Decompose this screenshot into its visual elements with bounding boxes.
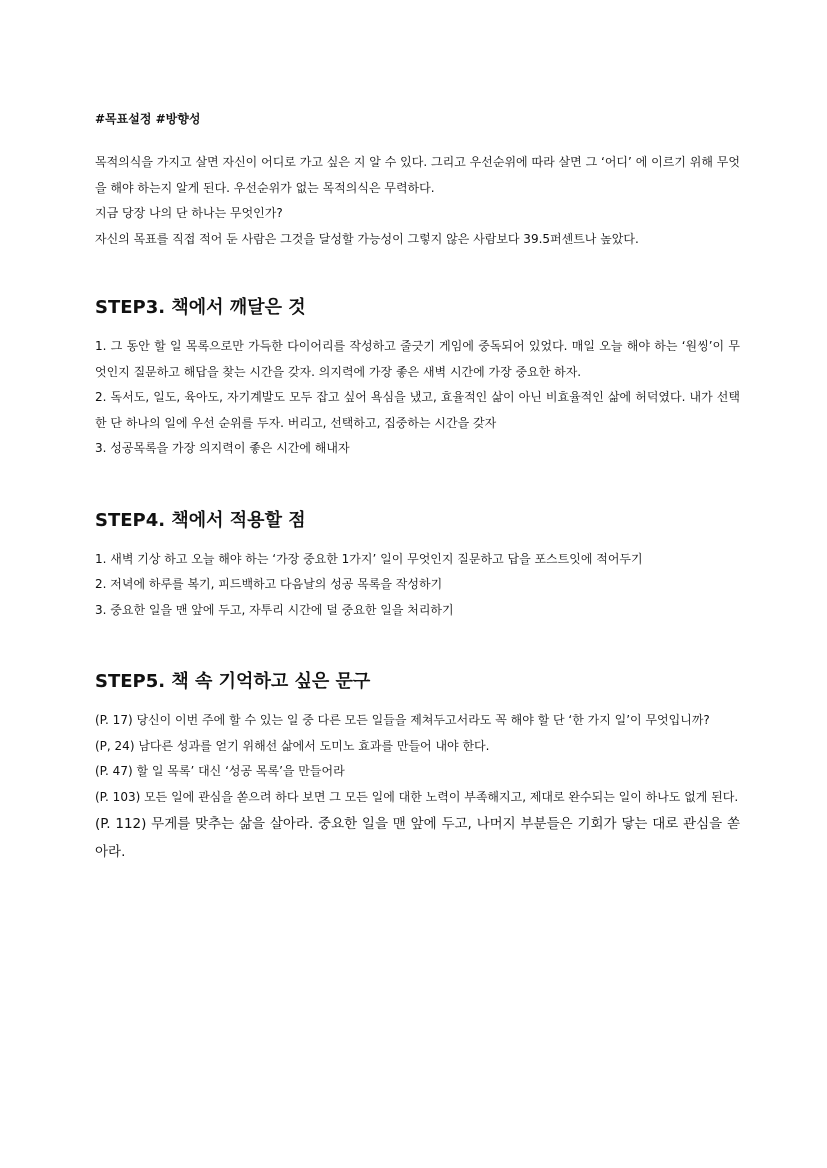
step3-item-3: 3. 성공목록을 가장 의지력이 좋은 시간에 해내자 (95, 441, 350, 455)
step4-item-3: 3. 중요한 일을 맨 앞에 두고, 자투리 시간에 덜 중요한 일을 처리하기 (95, 602, 454, 617)
step5-title: STEP5. 책 속 기억하고 싶은 문구 (95, 671, 371, 692)
step4-title: STEP4. 책에서 적용할 점 (95, 509, 306, 531)
step5-quote-3: (P. 47) 할 일 목록’ 대신 ‘성공 목록’을 만들어라 (95, 764, 345, 778)
step5-quote-1: (P. 17) 당신이 이번 주에 할 수 있는 일 중 다른 모든 일들을 제쳐두고서라도 꼭 해야 할 단 ‘한 가지 일’이 무엇입니까? (95, 713, 710, 727)
step3-section (95, 294, 740, 462)
step3-item-2: 2. 독서도, 일도, 육아도, 자기계발도 모두 잡고 싶어 욕심을 냈고, 효율적인 삶이 아닌 비효율적인 삶에 허덕였다. 내가 선택한 단 하나의 일에 우선 순위를 두자. 버리고, 선택하고, 집중하는 시간을 갖자 (95, 390, 740, 430)
hashtags: #목표설정 #방향성 (95, 112, 201, 126)
step3-item-1: 1. 그 동안 할 일 목록으로만 가득한 다이어리를 작성하고 줄긋기 게임에 중독되어 있었다. 매일 오늘 해야 하는 ‘원씽’이 무엇인지 질문하고 해답을 찾는 시간을 갖자. 의지력에 가장 좋은 새벽 시간에 가장 중요한 하자. (95, 339, 740, 379)
step4-section (95, 507, 740, 624)
step5-quote-4: (P. 103) 모든 일에 관심을 쏟으려 하다 보면 그 모든 일에 대한 노력이 부족해지고, 제대로 완수되는 일이 하나도 없게 된다. (95, 789, 739, 804)
step5-quote-5: (P. 112) 무게를 맞추는 삶을 살아라. 중요한 일을 맨 앞에 두고, 나머지 부분들은 기회가 닿는 대로 관심을 쏟아라. (95, 816, 740, 860)
step5-quote-2: (P, 24) 남다른 성과를 얻기 위해선 삶에서 도미노 효과를 만들어 내야 한다. (95, 738, 490, 753)
step3-title: STEP3. 책에서 깨달은 것 (95, 297, 306, 318)
step4-item-2: 2. 저녁에 하루를 복기, 피드백하고 다음날의 성공 목록을 작성하기 (95, 577, 443, 591)
intro-paragraph: 목적의식을 가지고 살면 자신이 어디로 가고 싶은 지 알 수 있다. 그리고 우선순위에 따라 살면 그 ‘어디’ 에 이르기 위해 무엇을 해야 하는지 알게 된다. 우선순위가 없는 목적의식은 무력하다. (95, 155, 740, 195)
step4-item-1: 1. 새벽 기상 하고 오늘 해야 하는 ‘가장 중요한 1가지’ 일이 무엇인지 질문하고 답을 포스트잇에 적어두기 (95, 551, 643, 566)
document-content (95, 108, 740, 866)
intro-section (95, 150, 740, 252)
intro-question: 지금 당장 나의 단 하나는 무엇인가? (95, 206, 283, 220)
intro-statistic: 자신의 목표를 직접 적어 둔 사람은 그것을 달성할 가능성이 그렇지 않은 사람보다 39.5퍼센트나 높았다. (95, 231, 639, 246)
step5-section (95, 668, 740, 866)
